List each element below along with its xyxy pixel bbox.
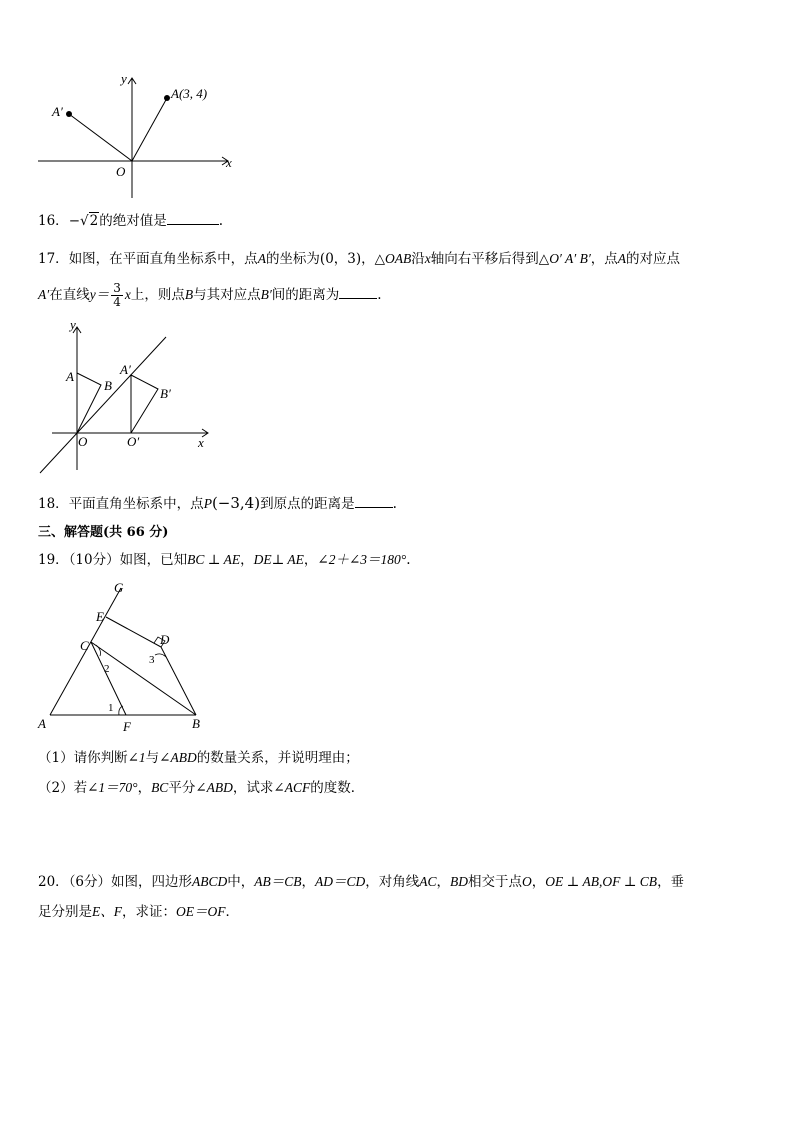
var-ABCD: ABCD: [192, 874, 228, 889]
x-axis-label: x: [198, 435, 204, 450]
period: ．: [225, 904, 239, 920]
point-G-label: G: [114, 580, 124, 595]
point-A-label: A: [38, 716, 46, 731]
text: 足分别是: [38, 904, 92, 920]
var-y-equals: y＝: [89, 287, 110, 302]
text: 到原点的距离是: [260, 496, 355, 512]
question-19-part-1: [38, 749, 359, 767]
separator: ，: [240, 552, 254, 568]
point-A: [164, 95, 170, 101]
condition-AB-eq-CB: AB＝CB: [254, 874, 302, 889]
point-A-prime: [66, 111, 72, 117]
text: 与: [145, 750, 160, 766]
var-AC: AC: [419, 874, 437, 889]
question-number: 20．: [38, 874, 69, 890]
text: ，点: [590, 251, 618, 267]
question-20-line-2: [38, 903, 239, 921]
var-image-triangle: O′ A′ B′: [549, 251, 591, 266]
point-A-label: A(3, 4): [171, 86, 208, 101]
numerator: 3: [113, 281, 121, 295]
answer-blank[interactable]: [355, 495, 393, 508]
text: 与其对应点: [193, 287, 261, 303]
text: 平分: [168, 780, 196, 796]
separator: ，: [303, 552, 318, 568]
var-B: B: [184, 287, 194, 302]
question-number: 19．: [38, 552, 69, 568]
text: ，: [436, 874, 451, 890]
text: 沿: [411, 251, 425, 267]
angle-1: ∠1: [127, 750, 146, 765]
text: 如图，在平面直角坐标系中，点: [68, 251, 258, 267]
text: ，: [137, 780, 152, 796]
text: ，求证：: [122, 904, 176, 920]
answer-blank[interactable]: [339, 286, 377, 299]
point-O-prime-label: O′: [127, 434, 140, 449]
period: .: [377, 287, 382, 303]
segment-CB: [91, 642, 196, 715]
figure-angle-problem: [30, 578, 220, 738]
goal-OE-eq-OF: OE＝OF: [176, 904, 226, 919]
point-D-label: D: [160, 632, 170, 647]
y-axis-label: y: [70, 317, 76, 332]
var-OAB: OAB: [385, 251, 412, 266]
period: .: [392, 496, 397, 512]
fraction-3-4: [111, 282, 123, 309]
var-A-prime: A′: [38, 287, 50, 302]
part-label: （2）: [38, 780, 74, 796]
text: 的对应点: [626, 251, 681, 267]
var-A: A: [617, 251, 627, 266]
minus-sign: −: [68, 213, 80, 229]
condition-perpendiculars: OE ⊥ AB,OF ⊥ CB: [545, 874, 658, 889]
question-text: 的绝对值是: [99, 213, 167, 229]
var-A: A: [257, 251, 266, 266]
question-20-line-1: [38, 873, 684, 891]
text: 的度数．: [310, 780, 365, 796]
angle-ABD: ∠ABD: [195, 780, 233, 795]
condition-AD-eq-CD: AD＝CD: [315, 874, 366, 889]
question-17-line-2: [38, 280, 382, 310]
answer-blank[interactable]: [167, 212, 219, 225]
text: 如图，四边形: [111, 874, 193, 890]
point-coords: (−3,4): [211, 494, 261, 512]
condition-angles-sum: ∠2＋∠3＝180°: [317, 552, 407, 567]
point-F-label: F: [123, 719, 131, 734]
origin-label: O: [78, 434, 88, 449]
question-number: 18．: [38, 496, 69, 512]
points: （6分）: [68, 874, 112, 890]
question-number: 16．: [38, 213, 69, 229]
var-BC: BC: [151, 780, 169, 795]
points: （10分）: [68, 552, 120, 568]
segment-DB: [161, 647, 196, 715]
period: .: [218, 213, 223, 229]
point-B-label: B: [104, 378, 112, 393]
var-B-prime: B′: [260, 287, 272, 302]
var-x: x: [124, 287, 131, 302]
point-A-label: A: [66, 369, 74, 384]
section-title-solutions: 三、解答题(共 66 分): [38, 525, 169, 540]
point-B-prime-label: B′: [160, 386, 171, 401]
angle-ACF: ∠ACF: [273, 780, 311, 795]
text: ，对角线: [365, 874, 420, 890]
text: 如图，已知: [119, 552, 188, 568]
point-C-label: C: [80, 638, 89, 653]
point-E-label: E: [96, 609, 104, 624]
text: 请你判断: [73, 750, 128, 766]
var-BD: BD: [450, 874, 469, 889]
question-16: [38, 212, 223, 230]
text: 间的距离为: [271, 287, 340, 303]
text: 若: [73, 780, 88, 796]
question-number: 17．: [38, 251, 69, 267]
text: 轴向右平移后得到△: [430, 251, 550, 267]
condition-DE-perp-AE: DE⊥ AE: [253, 552, 304, 567]
question-19-part-2: [38, 779, 364, 797]
angle-2-label: 2: [104, 663, 110, 675]
triangle-OAB: [77, 373, 101, 433]
figure-triangle-translation: [30, 315, 220, 480]
origin-label: O: [116, 164, 126, 179]
angle-1-label: 1: [108, 702, 114, 714]
text: ，垂: [657, 874, 685, 890]
question-18: [38, 494, 397, 513]
period: .: [406, 552, 411, 568]
part-label: （1）: [38, 750, 74, 766]
text: ，: [531, 874, 546, 890]
text: 平面直角坐标系中，点: [68, 496, 204, 512]
point-A-prime-label: A′: [120, 362, 131, 377]
triangle-OAB-prime: [131, 375, 158, 433]
text: 中，: [227, 874, 255, 890]
text: 上，则点: [130, 287, 185, 303]
var-E-F: E、F: [92, 904, 122, 919]
var-P: P: [203, 496, 212, 511]
text: ，试求: [232, 780, 274, 796]
segment-OA: [132, 98, 167, 161]
figure-coordinate-rotation: [30, 70, 250, 205]
angle-1-value: ∠1＝70°: [87, 780, 138, 795]
point-B-label: B: [192, 716, 200, 731]
point-A-prime-label: A′: [52, 104, 63, 119]
segment-ED: [106, 617, 161, 647]
text: 相交于点: [468, 874, 523, 890]
question-17-line-1: [38, 250, 680, 268]
question-19: [38, 551, 410, 569]
line-y-three-quarters-x: [40, 337, 166, 473]
angle-3-label: 3: [149, 654, 155, 666]
text: 的数量关系，并说明理由；: [196, 750, 359, 766]
angle-ABD: ∠ABD: [159, 750, 197, 765]
radicand: 2: [89, 213, 99, 229]
separator: ，: [301, 874, 316, 890]
x-axis-label: x: [226, 155, 232, 170]
condition-BC-perp-AE: BC ⊥ AE: [187, 552, 241, 567]
y-axis-label: y: [121, 71, 127, 86]
sqrt-expression: √2: [80, 213, 99, 229]
var-x: x: [424, 251, 431, 266]
text: 在直线: [49, 287, 90, 303]
segment-OA-prime: [69, 114, 132, 161]
var-O: O: [522, 874, 532, 889]
denominator: 4: [113, 295, 121, 309]
text: 的坐标为(0，3)，△: [265, 251, 386, 267]
